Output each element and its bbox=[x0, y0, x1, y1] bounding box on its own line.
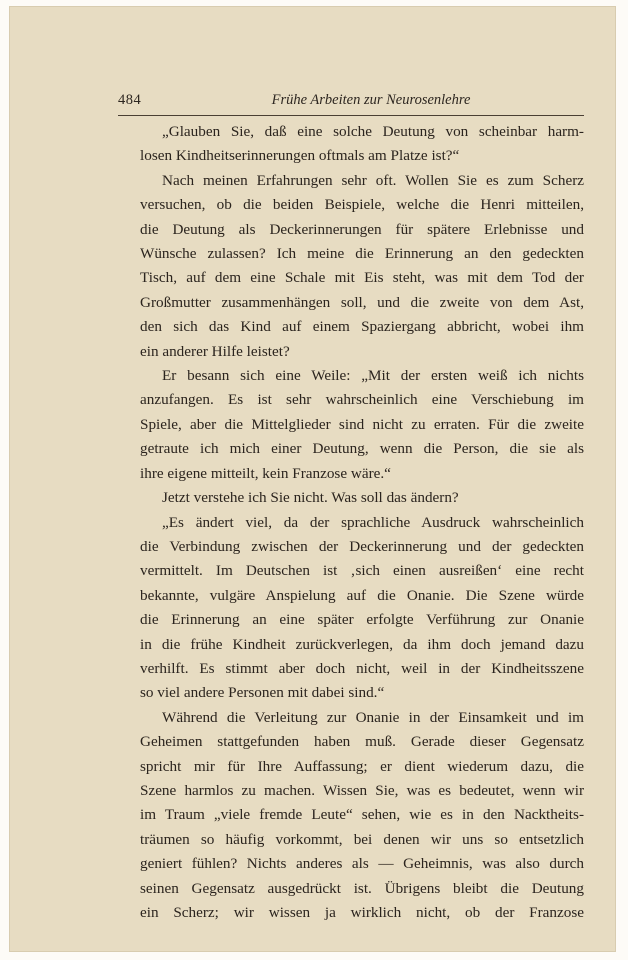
text-line: geniert fühlen? Nichts anderes als — Geheimnis, was also durch bbox=[140, 855, 584, 873]
text-line: die Verbindung zwischen der Deckerinnerung und der gedeckten bbox=[140, 537, 584, 555]
running-header bbox=[118, 90, 584, 116]
text-line: Szene harmlos zu machen. Wissen Sie, was es bedeutet, wenn wir bbox=[140, 781, 584, 799]
text-line: ein Scherz; wir wissen ja wirklich nicht, ob der Franzose bbox=[140, 904, 584, 921]
text-line: Wünsche zulassen? Ich meine die Erinnerung an den gedeckten bbox=[140, 245, 584, 263]
text-line: getraute ich mich einer Deutung, wenn die Person, die sie als bbox=[140, 440, 584, 458]
body-text bbox=[118, 120, 584, 925]
text-line: „Es ändert viel, da der sprachliche Ausdruck wahrscheinlich bbox=[162, 513, 584, 531]
text-line: die Erinnerung an eine später erfolgte Verführung zur Onanie bbox=[140, 611, 584, 629]
text-line: verhilft. Es stimmt aber doch nicht, weil in der Kindheitsszene bbox=[140, 659, 584, 677]
text-line: vermittelt. Im Deutschen ist ‚sich einen ausreißen‘ eine recht bbox=[140, 562, 584, 580]
page-number: 484 bbox=[118, 92, 142, 108]
text-line: Er besann sich eine Weile: „Mit der ersten weiß ich nichts bbox=[162, 367, 584, 385]
text-line: träumen so häufig vorkommt, bei denen wir uns so entsetzlich bbox=[140, 830, 584, 848]
text-line: spricht mir für Ihre Auffassung; er dient wiederum dazu, die bbox=[140, 757, 584, 775]
text-line: losen Kindheitserinnerungen oftmals am Platze ist?“ bbox=[140, 147, 460, 165]
text-line: bekannte, vulgäre Anspielung auf die Onanie. Die Szene würde bbox=[140, 586, 584, 604]
text-line: in die frühe Kindheit zurückverlegen, da ihm doch jemand dazu bbox=[140, 635, 584, 653]
text-line: ein anderer Hilfe leistet? bbox=[140, 342, 290, 360]
paragraph bbox=[118, 486, 584, 510]
text-line: Geheimen stattgefunden haben muß. Gerade dieser Gegensatz bbox=[140, 733, 584, 751]
text-line: Spiele, aber die Mittelglieder sind nicht zu erraten. Für die zweite bbox=[140, 415, 584, 433]
text-line: Jetzt verstehe ich Sie nicht. Was soll das ändern? bbox=[162, 489, 459, 507]
running-title: Frühe Arbeiten zur Neurosenlehre bbox=[271, 92, 471, 108]
paragraph bbox=[118, 169, 584, 364]
text-line: Großmutter zusammenhängen soll, und die zweite von dem Ast, bbox=[140, 293, 584, 311]
paragraph bbox=[118, 364, 584, 486]
text-line: die Deutung als Deckerinnerungen für spätere Erlebnisse und bbox=[140, 220, 584, 238]
paragraph bbox=[118, 706, 584, 926]
text-line: im Traum „viele fremde Leute“ sehen, wie es in den Nacktheits- bbox=[140, 806, 584, 824]
text-line: „Glauben Sie, daß eine solche Deutung von scheinbar harm- bbox=[162, 123, 584, 140]
text-line: so viel andere Personen mit dabei sind.“ bbox=[140, 684, 385, 702]
header-rule bbox=[118, 115, 584, 116]
paragraph bbox=[118, 120, 584, 169]
text-line: Tisch, auf dem eine Schale mit Eis steht, was mit dem Tod der bbox=[140, 269, 584, 287]
text-line: ihre eigene mitteilt, kein Franzose wäre.“ bbox=[140, 464, 391, 482]
paragraph bbox=[118, 511, 584, 706]
text-line: seinen Gegensatz ausgedrückt ist. Übrigens bleibt die Deutung bbox=[140, 879, 584, 897]
text-line: den sich das Kind auf einem Spaziergang abbricht, wobei ihm bbox=[140, 318, 584, 336]
text-line: Während die Verleitung zur Onanie in der Einsamkeit und im bbox=[162, 708, 584, 726]
text-line: versuchen, ob die beiden Beispiele, welche die Henri mitteilen, bbox=[140, 196, 584, 214]
text-line: anzufangen. Es ist sehr wahrscheinlich eine Verschiebung im bbox=[140, 391, 584, 409]
text-line: Nach meinen Erfahrungen sehr oft. Wollen Sie es zum Scherz bbox=[162, 171, 584, 189]
